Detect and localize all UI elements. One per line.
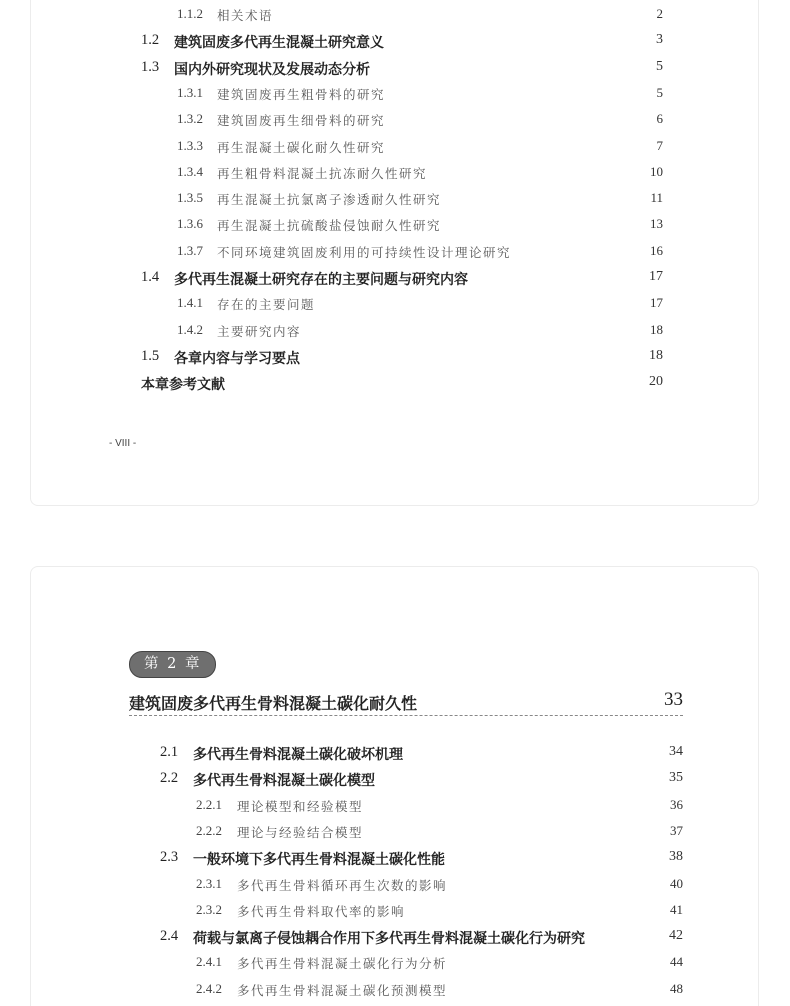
toc-entry-page: 37 <box>670 822 683 838</box>
toc-entry-title: 国内外研究现状及发展动态分析 <box>174 61 370 78</box>
toc-entry[interactable] <box>177 164 663 184</box>
toc-entry-title: 多代再生骨料取代率的影响 <box>237 903 406 919</box>
toc-entry-number: 2.2 <box>160 770 179 787</box>
toc-entry-title: 多代再生骨料混凝土碳化模型 <box>193 773 375 790</box>
toc-entry-page: 16 <box>650 242 663 258</box>
toc-entry[interactable] <box>160 849 683 869</box>
toc-entry-number: 1.3.3 <box>177 137 203 153</box>
toc-entry-number: 2.4.2 <box>196 980 222 996</box>
toc-entry-number: 2.4 <box>160 928 179 945</box>
toc-entry[interactable] <box>196 981 683 1001</box>
toc-entry-number: 2.4.1 <box>196 954 222 970</box>
toc-entry-page: 42 <box>669 928 683 944</box>
toc-entry-page: 41 <box>670 901 683 917</box>
toc-entry-page: 35 <box>669 770 683 786</box>
toc-entry-page: 6 <box>656 111 663 127</box>
toc-entry[interactable] <box>177 243 663 263</box>
toc-entry-number: 2.3.2 <box>196 901 222 917</box>
toc-entry-title: 多代再生骨料混凝土碳化破坏机理 <box>193 747 403 763</box>
toc-entry[interactable] <box>196 876 683 896</box>
toc-entry-number: 2.1 <box>160 744 179 760</box>
toc-entry[interactable] <box>160 928 683 948</box>
toc-entry-page: 3 <box>656 32 663 48</box>
toc-entry[interactable] <box>141 32 663 52</box>
toc-entry[interactable] <box>141 59 663 79</box>
toc-entry-number: 1.4 <box>141 269 160 285</box>
toc-entry-page: 48 <box>670 980 683 996</box>
toc-entry-number: 1.5 <box>141 347 160 364</box>
toc-entry-title: 再生混凝土碳化耐久性研究 <box>217 139 386 155</box>
toc-entry-number: 1.3.7 <box>177 242 203 258</box>
toc-entry[interactable] <box>177 190 663 210</box>
toc-entry-title: 建筑固废再生细骨料的研究 <box>217 113 386 129</box>
toc-entry-page: 7 <box>656 137 663 153</box>
toc-entry-title: 再生混凝土抗氯离子渗透耐久性研究 <box>217 192 442 208</box>
toc-entry[interactable] <box>196 954 683 974</box>
toc-entry-title: 再生粗骨料混凝土抗冻耐久性研究 <box>217 165 428 181</box>
toc-entry[interactable] <box>177 216 663 236</box>
toc-entry-page: 10 <box>650 163 663 179</box>
toc-entry-title: 存在的主要问题 <box>217 297 316 313</box>
toc-entry-title: 各章内容与学习要点 <box>174 350 300 367</box>
toc-entry-number: 1.4.1 <box>177 295 203 311</box>
toc-page-upper <box>30 0 759 506</box>
toc-entry-title: 荷载与氯离子侵蚀耦合作用下多代再生骨料混凝土碳化行为研究 <box>193 931 585 948</box>
toc-entry-number: 1.3.5 <box>177 190 203 206</box>
toc-entry[interactable] <box>141 269 663 289</box>
toc-entry[interactable] <box>177 295 663 315</box>
toc-entry-page: 40 <box>670 875 683 891</box>
toc-entry-page: 36 <box>670 796 683 812</box>
toc-entry-title: 多代再生骨料循环再生次数的影响 <box>237 877 448 893</box>
toc-entry[interactable] <box>196 797 683 817</box>
toc-entry-title: 不同环境建筑固废利用的可持续性设计理论研究 <box>217 244 512 260</box>
toc-entry-page: 18 <box>649 347 663 363</box>
toc-entry[interactable] <box>160 770 683 790</box>
toc-entry-page: 5 <box>656 84 663 100</box>
toc-entry[interactable] <box>160 744 683 764</box>
toc-entry-page: 34 <box>669 744 683 759</box>
toc-entry-page: 38 <box>669 849 683 865</box>
toc-entry[interactable] <box>177 85 663 105</box>
toc-entry-title: 多代再生骨料混凝土碳化行为分析 <box>237 956 448 972</box>
chapter-badge: 第 2 章 <box>129 651 216 678</box>
chapter-page-number: 33 <box>664 689 683 710</box>
toc-entry-number: 1.3.4 <box>177 163 203 179</box>
page-folio: - VIII - <box>109 438 137 449</box>
toc-entry-page: 18 <box>650 321 663 337</box>
toc-entry-title: 一般环境下多代再生骨料混凝土碳化性能 <box>193 852 445 869</box>
toc-entry[interactable] <box>177 111 663 131</box>
toc-entry[interactable] <box>177 322 663 342</box>
toc-entry-number: 1.3 <box>141 58 160 75</box>
toc-entry-number: 1.4.2 <box>177 321 203 337</box>
toc-entry-page: 2 <box>656 6 663 21</box>
toc-entry-title: 理论与经验结合模型 <box>237 824 364 840</box>
toc-entry-title: 理论模型和经验模型 <box>237 798 364 814</box>
toc-entry-number: 1.3.2 <box>177 111 203 127</box>
chapter-heading[interactable] <box>129 689 683 716</box>
toc-entry-page: 17 <box>649 269 663 284</box>
toc-entry-title: 本章参考文献 <box>141 377 225 394</box>
toc-entry-number: 2.2.1 <box>196 796 222 812</box>
toc-entry-title: 再生混凝土抗硫酸盐侵蚀耐久性研究 <box>217 218 442 234</box>
toc-entry[interactable] <box>141 374 663 394</box>
toc-entry-number: 2.2.2 <box>196 822 222 838</box>
toc-entry[interactable] <box>141 348 663 368</box>
toc-entry-title: 多代再生骨料混凝土碳化预测模型 <box>237 982 448 998</box>
chapter-title: 建筑固废多代再生骨料混凝土碳化耐久性 <box>129 694 418 713</box>
toc-entry-number: 1.1.2 <box>177 6 203 21</box>
toc-entry[interactable] <box>177 138 663 158</box>
toc-entry-number: 1.3.1 <box>177 84 203 100</box>
toc-entry-page: 13 <box>650 216 663 232</box>
toc-page-lower <box>30 566 759 1006</box>
toc-entry-page: 11 <box>650 190 663 206</box>
toc-entry-page: 44 <box>670 954 683 970</box>
toc-entry-title: 建筑固废再生粗骨料的研究 <box>217 86 386 102</box>
toc-entry-page: 17 <box>650 295 663 311</box>
toc-entry-page: 20 <box>649 374 663 390</box>
toc-entry-title: 多代再生混凝土研究存在的主要问题与研究内容 <box>174 272 468 288</box>
toc-entry[interactable] <box>196 902 683 922</box>
toc-entry-number: 1.2 <box>141 32 160 49</box>
toc-entry[interactable] <box>196 823 683 843</box>
toc-entry-title: 建筑固废多代再生混凝土研究意义 <box>174 35 384 52</box>
toc-entry-number: 2.3 <box>160 849 179 866</box>
toc-entry-title: 主要研究内容 <box>217 323 302 339</box>
toc-entry-title: 相关术语 <box>217 8 274 23</box>
toc-entry-number: 1.3.6 <box>177 216 203 232</box>
toc-entry-page: 5 <box>656 58 663 74</box>
toc-entry-number: 2.3.1 <box>196 875 222 891</box>
toc-entry[interactable] <box>177 6 663 26</box>
